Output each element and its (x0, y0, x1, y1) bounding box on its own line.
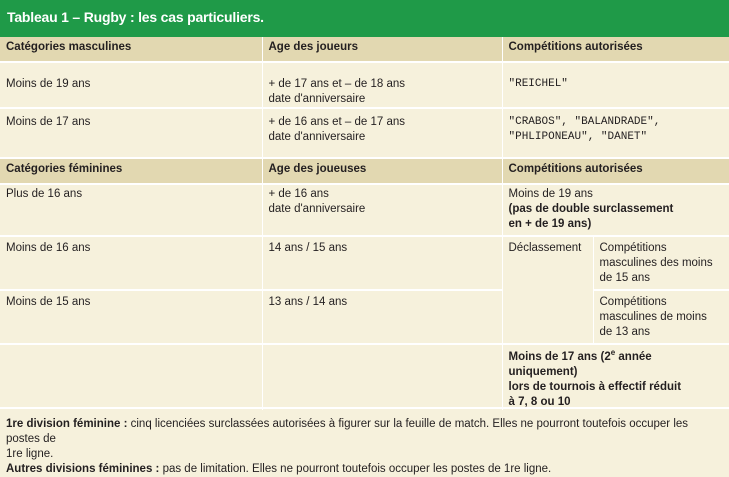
footnotes (0, 407, 729, 475)
competition-cell (593, 236, 729, 290)
empty-cell (0, 344, 262, 410)
table-row (0, 344, 729, 410)
competition-line: Compétitions (599, 296, 667, 308)
table-title: Tableau 1 – Rugby : les cas particuliers. (7, 9, 264, 25)
competition-line: "PHLIPONEAU", "DANET" (508, 131, 648, 143)
footnote-line: 1re ligne. (6, 448, 54, 460)
competition-cell (502, 108, 729, 158)
age-line: + de 17 ans et – de 18 ans (268, 78, 406, 90)
header-row-masculine (0, 37, 729, 62)
header-cell: Catégories masculines (0, 37, 262, 62)
competition-line: Moins de 19 ans (508, 188, 593, 200)
competition-line: de 15 ans (599, 272, 651, 284)
footnote-line (0, 409, 729, 447)
footnote-label: Autres divisions féminines : (6, 463, 160, 475)
header-cell: Age des joueurs (262, 37, 502, 62)
declassement-cell: Déclassement (502, 236, 593, 344)
table-row (0, 108, 729, 158)
competition-cell (502, 344, 729, 410)
competition-line (509, 350, 724, 380)
competition-line: masculines de moins (599, 311, 707, 323)
competition-cell (502, 184, 729, 236)
category-cell: Plus de 16 ans (0, 184, 262, 236)
age-line: date d'anniversaire (268, 131, 366, 143)
footnote-text: cinq licenciées surclassées autorisées à figurer sur la feuille de match. Elles ne pourront toutefois occuper les postes de (6, 418, 689, 445)
empty-cell (262, 344, 502, 410)
footnote-label: 1re division féminine : (6, 418, 128, 430)
competition-note: (pas de double surclassement (508, 203, 674, 215)
age-cell: 14 ans / 15 ans (262, 236, 502, 290)
category-cell: Moins de 16 ans (0, 236, 262, 290)
header-cell: Compétitions autorisées (502, 158, 729, 184)
table-row (0, 184, 729, 236)
category-cell: Moins de 17 ans (0, 108, 262, 158)
age-line: + de 16 ans (268, 188, 329, 200)
competition-line: Compétitions (599, 242, 667, 254)
age-cell (262, 62, 502, 108)
competition-line: masculines des moins (599, 257, 713, 269)
competition-line: lors de tournois à effectif réduit (508, 381, 682, 393)
table-row (0, 236, 729, 290)
footnote-text: pas de limitation. Elles ne pourront toutefois occuper les postes de 1re ligne. (159, 463, 552, 475)
competition-line: de 13 ans (599, 326, 651, 338)
footnote-line (0, 462, 729, 477)
header-cell: Age des joueuses (262, 158, 502, 184)
competition-text: année uniquement) (508, 351, 652, 378)
competition-cell (502, 62, 729, 108)
header-cell: Compétitions autorisées (502, 37, 729, 62)
competition-line: "REICHEL" (508, 78, 568, 90)
competition-text: Moins de 17 ans (2 (508, 351, 611, 363)
header-row-feminine (0, 158, 729, 184)
table-row (0, 62, 729, 108)
competition-cell (593, 290, 729, 344)
competition-note: en + de 19 ans) (508, 218, 592, 230)
competition-line: à 7, 8 ou 10 (508, 396, 571, 408)
age-line: + de 16 ans et – de 17 ans (268, 116, 406, 128)
rugby-table (0, 37, 729, 410)
table-title-bar (0, 0, 729, 37)
table-row (0, 290, 729, 344)
header-cell: Catégories féminines (0, 158, 262, 184)
competition-line: "CRABOS", "BALANDRADE", (508, 116, 661, 128)
superscript: e (610, 348, 616, 358)
age-line: date d'anniversaire (268, 93, 366, 105)
age-cell: 13 ans / 14 ans (262, 290, 502, 344)
age-cell (262, 108, 502, 158)
category-cell: Moins de 19 ans (0, 62, 262, 108)
category-cell: Moins de 15 ans (0, 290, 262, 344)
age-cell (262, 184, 502, 236)
age-line: date d'anniversaire (268, 203, 366, 215)
